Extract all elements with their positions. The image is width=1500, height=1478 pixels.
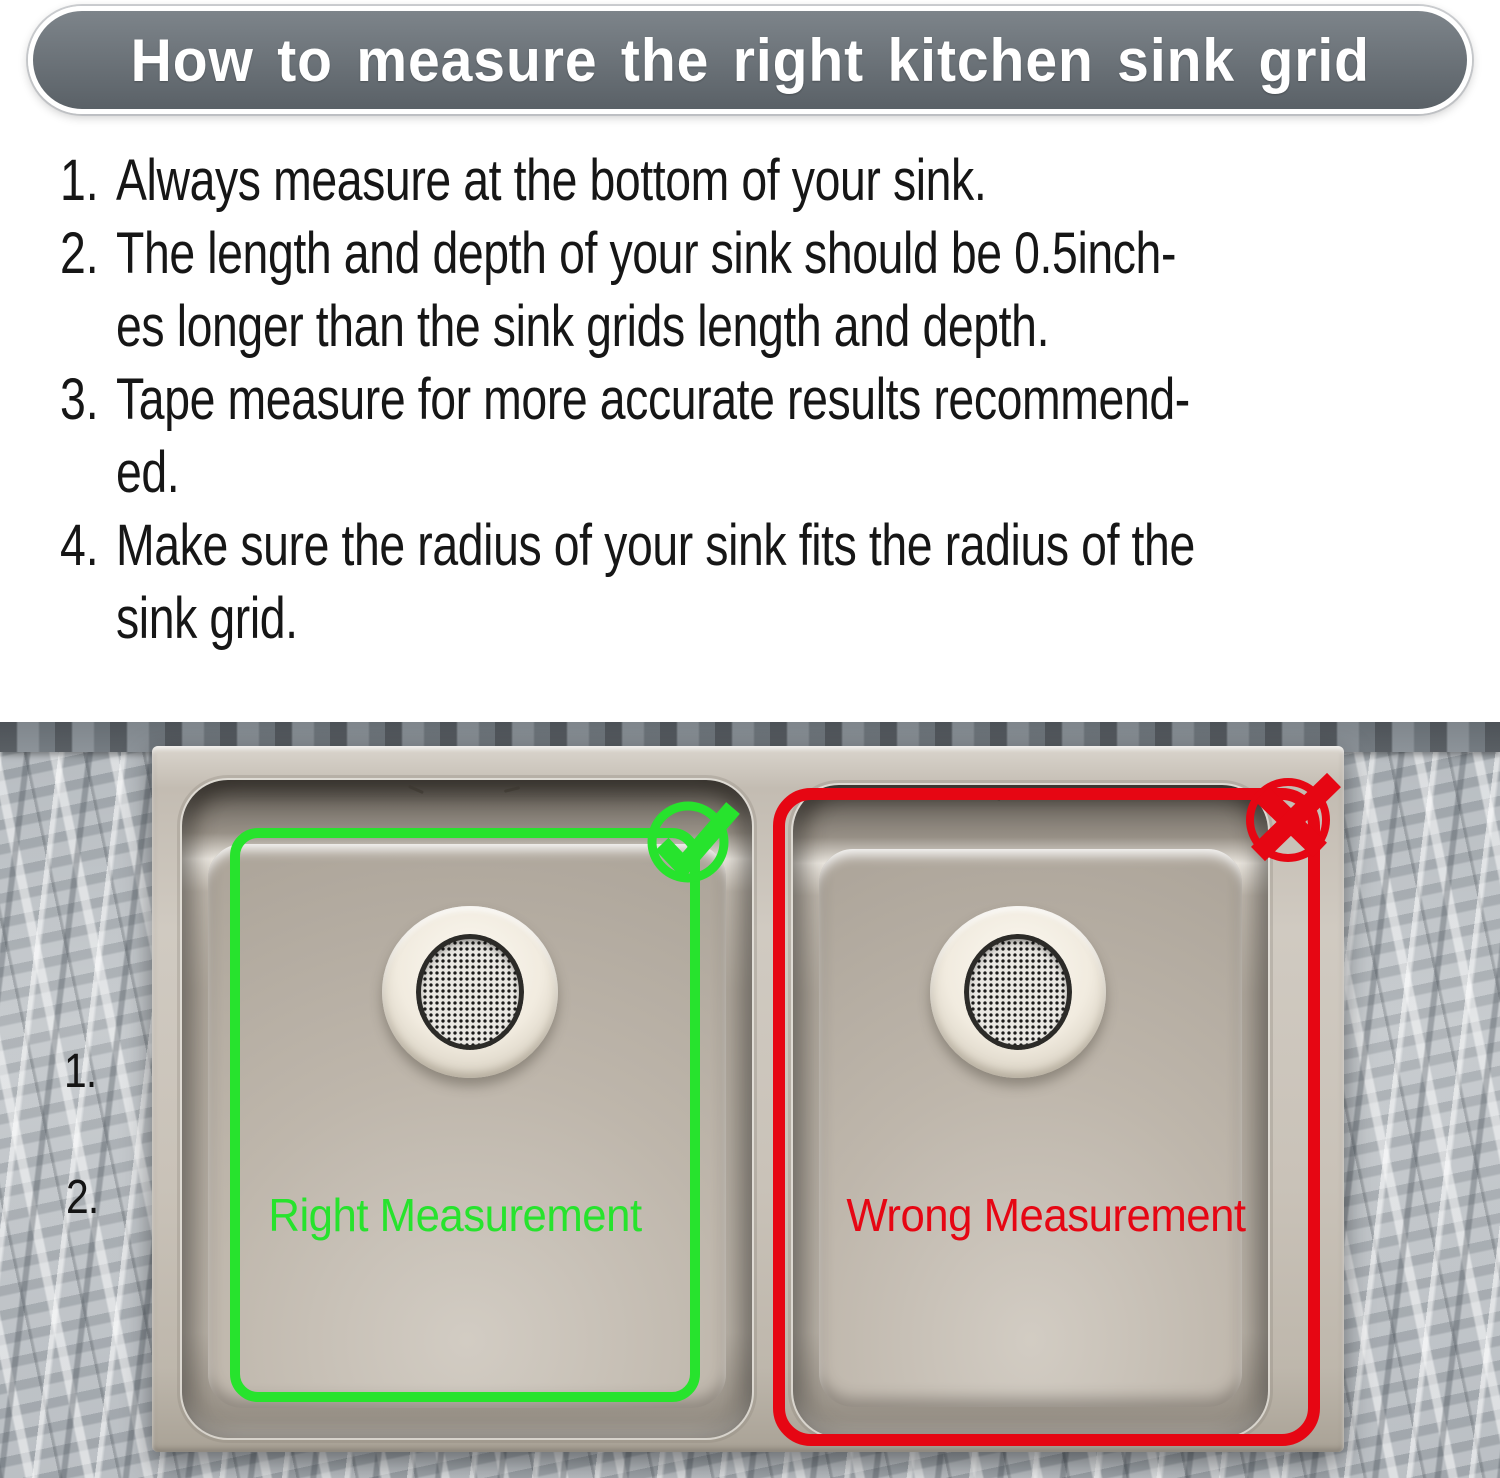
side-number-2: 2. xyxy=(66,1171,99,1224)
instruction-number: 2. xyxy=(60,221,99,286)
instruction-number: 3. xyxy=(60,367,99,432)
right-measurement-outline xyxy=(230,828,700,1402)
instruction-text: sink grid. xyxy=(116,586,298,651)
instruction-text: The length and depth of your sink should be 0.5inch- xyxy=(116,221,1177,286)
right-measurement-label: Right Measurement xyxy=(268,1189,642,1241)
instruction-line xyxy=(60,144,1180,217)
clip-mark xyxy=(504,786,520,793)
instruction-text: Always measure at the bottom of your sink. xyxy=(116,148,987,213)
page-title: How to measure the right kitchen sink grid xyxy=(130,26,1370,94)
check-icon xyxy=(638,780,748,890)
instruction-text: ed. xyxy=(116,440,180,505)
instruction-line xyxy=(60,582,1180,655)
x-icon xyxy=(1236,762,1356,882)
wrong-measurement-label: Wrong Measurement xyxy=(846,1189,1246,1241)
side-number-1: 1. xyxy=(64,1045,97,1098)
instruction-line xyxy=(60,217,1180,290)
instruction-text: es longer than the sink grids length and depth. xyxy=(116,294,1050,359)
title-pill xyxy=(28,6,1472,114)
instruction-line xyxy=(60,363,1190,436)
wrong-measurement-outline xyxy=(773,788,1320,1446)
instruction-text: Tape measure for more accurate results recommend- xyxy=(116,367,1190,432)
instruction-number: 4. xyxy=(60,513,99,578)
clip-mark xyxy=(408,785,424,794)
instruction-line xyxy=(60,436,1180,509)
instruction-line xyxy=(60,290,1180,363)
instruction-number: 1. xyxy=(60,148,99,213)
instruction-text: Make sure the radius of your sink fits the radius of the xyxy=(116,513,1195,578)
instruction-list xyxy=(60,144,1460,655)
instruction-line xyxy=(60,509,1195,582)
sink-photo xyxy=(0,722,1500,1478)
